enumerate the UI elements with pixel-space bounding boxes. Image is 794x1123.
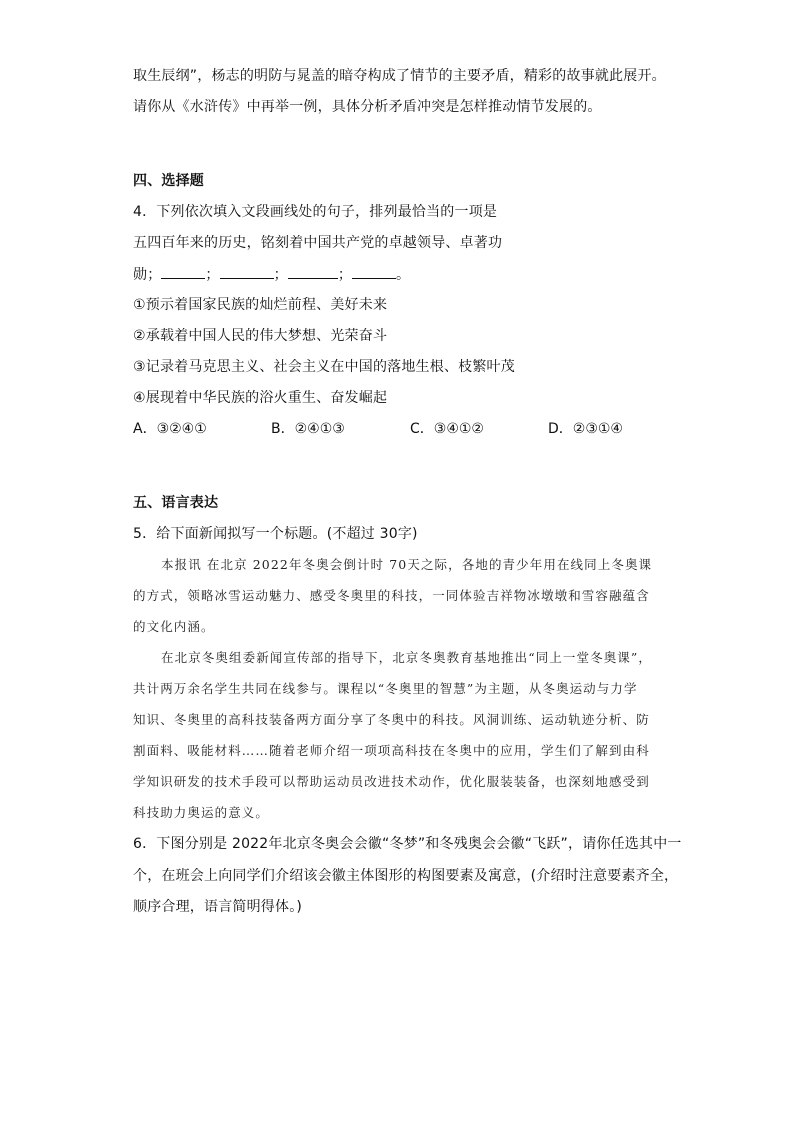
blank-1[interactable] xyxy=(161,264,205,279)
q4-item-4: ④展现着中华民族的浴火重生、奋发崛起 xyxy=(133,390,388,406)
blank-2[interactable] xyxy=(220,264,274,279)
news-line-9: 科技助力奥运的意义。 xyxy=(133,805,270,820)
news-line-6: 知识、冬奥里的高科技装备两方面分享了冬奥中的科技。风洞训练、运动轨迹分析、防 xyxy=(133,712,650,727)
q4-option-d[interactable]: D．②③①④ xyxy=(548,421,623,437)
news-line-3: 的文化内涵。 xyxy=(133,619,215,634)
q4-stem: 4．下列依次填入文段画线处的句子，排列最恰当的一项是 xyxy=(133,204,498,220)
passage-end: 。 xyxy=(396,267,411,283)
news-line-8: 学知识研发的技术手段可以帮助运动员改进技术动作，优化服装装备，也深刻地感受到 xyxy=(133,774,650,789)
news-line-4: 在北京冬奥组委新闻宣传部的指导下，北京冬奥教育基地推出“同上一堂冬奥课”， xyxy=(161,650,652,665)
q4-passage-line-1: 五四百年来的历史，铭刻着中国共产党的卓越领导、卓著功 xyxy=(133,235,503,251)
q4-option-c[interactable]: C．③④①② xyxy=(410,421,484,437)
q5-stem: 5．给下面新闻拟写一个标题。(不超过 30字) xyxy=(133,526,418,542)
q4-passage-line-2 xyxy=(133,264,410,285)
news-line-1: 本报讯 在北京 2022年冬奥会倒计时 70天之际，各地的青少年用在线同上冬奥课 xyxy=(161,557,653,572)
news-line-7: 割面料、吸能材料……随着老师介绍一项项高科技在冬奥中的应用，学生们了解到由科 xyxy=(133,743,650,758)
passage-text: 勋； xyxy=(133,267,162,283)
q4-item-2: ②承载着中国人民的伟大梦想、光荣奋斗 xyxy=(133,328,388,344)
section-4-heading: 四、选择题 xyxy=(133,173,204,189)
q6-line-1: 6．下图分别是 2022年北京冬奥会会徽“冬梦”和冬残奥会会徽“飞跃”，请你任选其中一 xyxy=(133,836,682,852)
blank-4[interactable] xyxy=(352,264,396,279)
q4-option-b[interactable]: B．②④①③ xyxy=(271,421,345,437)
q4-item-3: ③记录着马克思主义、社会主义在中国的落地生根、枝繁叶茂 xyxy=(133,359,515,375)
separator: ； xyxy=(205,267,220,283)
section-5-heading: 五、语言表达 xyxy=(133,495,219,511)
q6-line-3: 顺序合理，语言简明得体。) xyxy=(133,899,303,915)
q4-item-1: ①预示着国家民族的灿烂前程、美好未来 xyxy=(133,297,388,313)
news-line-5: 共计两万余名学生共同在线参与。课程以“冬奥里的智慧”为主题，从冬奥运动与力学 xyxy=(133,681,638,696)
q3-text-line-2: 请你从《水浒传》中再举一例，具体分析矛盾冲突是怎样推动情节发展的。 xyxy=(133,99,602,115)
separator: ； xyxy=(337,267,353,283)
blank-3[interactable] xyxy=(288,264,338,279)
separator: ； xyxy=(273,267,288,283)
news-line-2: 的方式，领略冰雪运动魅力、感受冬奥里的科技，一同体验吉祥物冰墩墩和雪容融蕴含 xyxy=(133,588,650,603)
q4-option-a[interactable]: A．③②④① xyxy=(133,421,207,437)
q6-line-2: 个，在班会上向同学们介绍该会徽主体图形的构图要素及寓意，(介绍时注意要素齐全， xyxy=(133,868,679,884)
q3-text-line-1: 取生辰纲”，杨志的明防与晁盖的暗夺构成了情节的主要矛盾，精彩的故事就此展开。 xyxy=(133,68,666,84)
